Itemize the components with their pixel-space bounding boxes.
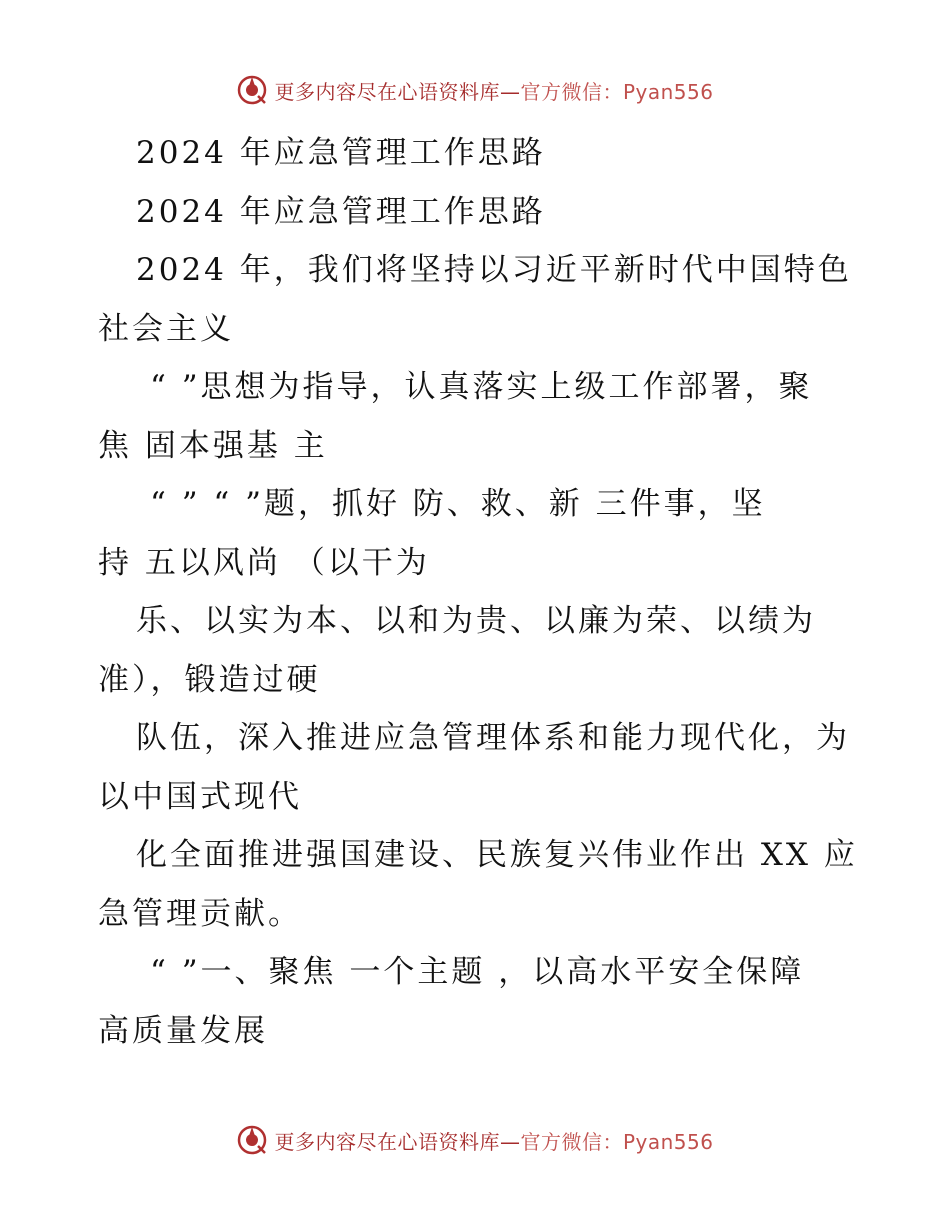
doc-subtitle: 2024 年应急管理工作思路 — [136, 193, 546, 230]
paragraph-line: 持 五以风尚 （以干为 — [98, 544, 430, 581]
document-body — [98, 124, 858, 1060]
paragraph-line: 准），锻造过硬 — [98, 661, 321, 698]
paragraph-line: 化全面推进强国建设、民族复兴伟业作出 XX 应 — [136, 837, 858, 873]
footer-banner-main: 更多内容尽在心语资料库 — [274, 1129, 500, 1154]
doc-title: 2024 年应急管理工作思路 — [136, 135, 546, 171]
red-seal-logo-icon — [236, 1124, 268, 1156]
footer-banner — [0, 1120, 950, 1160]
paragraph-line: 高质量发展 — [98, 1012, 268, 1049]
red-seal-logo-icon — [236, 74, 268, 106]
footer-banner-tail: 官方微信：Pyan556 — [520, 1129, 714, 1154]
paragraph-line: 2024 年，我们将坚持以习近平新时代中国特色 — [136, 252, 852, 288]
paragraph-line: 急管理贡献。 — [98, 895, 302, 932]
header-banner-sep: — — [499, 79, 521, 104]
paragraph-line: “ ” “ ”题，抓好 防、救、新 三件事，坚 — [150, 486, 766, 522]
footer-banner-sep: — — [499, 1129, 521, 1154]
paragraph-line: 以中国式现代 — [98, 778, 302, 815]
header-banner-main: 更多内容尽在心语资料库 — [274, 79, 500, 104]
paragraph-line: 社会主义 — [98, 310, 234, 347]
header-banner-text — [274, 76, 713, 105]
paragraph-line: “ ”一、聚焦 一个主题 ，以高水平安全保障 — [150, 954, 805, 990]
paragraph-line: “ ”思想为指导，认真落实上级工作部署，聚 — [150, 369, 813, 405]
footer-banner-text — [274, 1126, 713, 1155]
paragraph-line: 乐、以实为本、以和为贵、以廉为荣、以绩为 — [136, 603, 816, 639]
paragraph-line: 队伍，深入推进应急管理体系和能力现代化，为 — [136, 720, 850, 756]
header-banner-tail: 官方微信：Pyan556 — [520, 79, 714, 104]
paragraph-line: 焦 固本强基 主 — [98, 427, 328, 464]
header-banner — [0, 70, 950, 110]
